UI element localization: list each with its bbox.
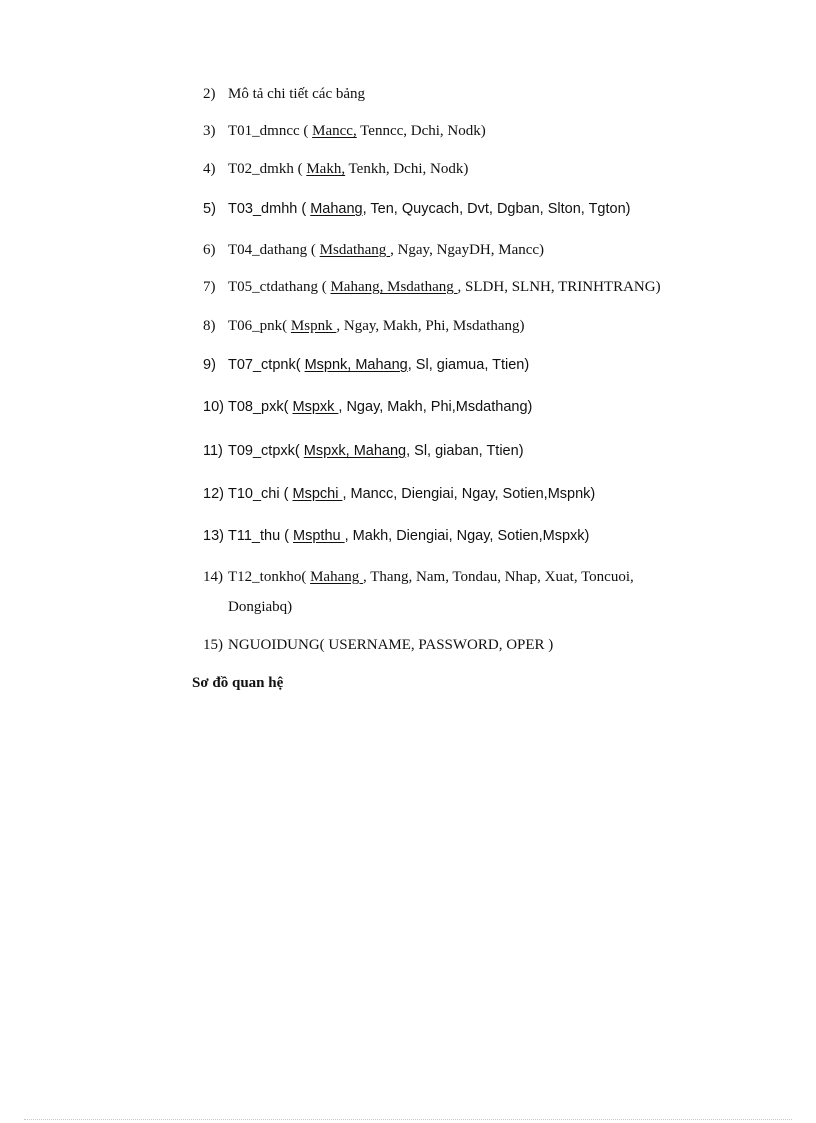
list-item xyxy=(203,160,468,178)
list-item xyxy=(203,122,486,140)
primary-key: Mspxk xyxy=(292,399,339,415)
table-name: T10_chi ( xyxy=(228,486,293,502)
list-item xyxy=(203,398,532,416)
item-number: 6) xyxy=(203,242,216,258)
table-name: T04_dathang ( xyxy=(228,242,320,258)
table-fields: , Makh, Diengiai, Ngay, Sotien,Mspxk) xyxy=(344,528,590,544)
item-number: 11) xyxy=(203,443,223,459)
list-item-continuation: Dongiabq) xyxy=(228,599,293,615)
table-name: T06_pnk( xyxy=(228,318,291,334)
primary-key: Mspxk, Mahang xyxy=(303,443,407,459)
item-number: 4) xyxy=(203,161,216,177)
list-item xyxy=(203,485,595,503)
table-name: T09_ctpxk( xyxy=(228,443,304,459)
list-item xyxy=(203,85,365,103)
list-item xyxy=(203,568,634,586)
primary-key: Mspthu xyxy=(293,528,345,544)
primary-key: Mspnk xyxy=(290,318,337,334)
primary-key: Mahang, Msdathang xyxy=(330,279,458,295)
list-item xyxy=(203,527,589,545)
item-number: 15) xyxy=(203,637,223,653)
table-name: T01_dmncc ( xyxy=(228,123,313,139)
item-number: 14) xyxy=(203,569,223,585)
table-fields: , Ngay, NgayDH, Mancc) xyxy=(390,242,545,258)
table-fields: , Mancc, Diengiai, Ngay, Sotien,Mspnk) xyxy=(342,486,596,502)
list-item xyxy=(203,356,529,374)
section-heading: Sơ đồ quan hệ xyxy=(192,675,284,691)
list-item xyxy=(203,636,553,654)
item-text: NGUOIDUNG( USERNAME, PASSWORD, OPER ) xyxy=(228,637,554,653)
table-fields: Tenkh, Dchi, Nodk) xyxy=(345,161,469,177)
item-text: Mô tả chi tiết các bảng xyxy=(228,86,366,102)
primary-key: Msdathang xyxy=(319,242,391,258)
table-name: T11_thu ( xyxy=(228,528,294,544)
table-name: T05_ctdathang ( xyxy=(228,279,331,295)
primary-key: Mahang xyxy=(310,201,363,217)
table-fields: , SLDH, SLNH, TRINHTRANG) xyxy=(457,279,661,295)
item-number: 7) xyxy=(203,279,216,295)
primary-key: Mahang xyxy=(310,569,363,585)
list-item xyxy=(203,317,525,335)
table-fields: , Thang, Nam, Tondau, Nhap, Xuat, Toncuoi, xyxy=(362,569,634,585)
table-name: T12_tonkho( xyxy=(228,569,311,585)
primary-key: Makh, xyxy=(306,161,346,177)
item-number: 9) xyxy=(203,357,216,373)
table-name: T02_dmkh ( xyxy=(228,161,307,177)
list-item xyxy=(203,200,630,218)
table-fields: Tenncc, Dchi, Nodk) xyxy=(356,123,486,139)
item-number: 13) xyxy=(203,528,224,544)
item-number: 5) xyxy=(203,201,216,217)
table-fields: , Sl, giaban, Ttien) xyxy=(406,443,524,459)
primary-key: Mancc, xyxy=(312,123,357,139)
page-bottom-border xyxy=(24,1119,792,1120)
list-item xyxy=(203,278,661,296)
table-fields: , Ngay, Makh, Phi,Msdathang) xyxy=(338,399,533,415)
item-number: 12) xyxy=(203,486,224,502)
item-number: 3) xyxy=(203,123,216,139)
item-number: 10) xyxy=(203,399,224,415)
table-name: T07_ctpnk( xyxy=(228,357,305,373)
list-item xyxy=(203,442,524,460)
primary-key: Mspchi xyxy=(292,486,343,502)
table-name: T08_pxk( xyxy=(228,399,293,415)
table-fields: , Ngay, Makh, Phi, Msdathang) xyxy=(336,318,525,334)
primary-key: Mspnk, Mahang xyxy=(304,357,408,373)
table-name: T03_dmhh ( xyxy=(228,201,311,217)
item-number: 2) xyxy=(203,86,216,102)
item-number: 8) xyxy=(203,318,216,334)
list-item xyxy=(203,241,544,259)
table-fields: , Ten, Quycach, Dvt, Dgban, Slton, Tgton) xyxy=(362,201,631,217)
table-fields: , Sl, giamua, Ttien) xyxy=(407,357,530,373)
